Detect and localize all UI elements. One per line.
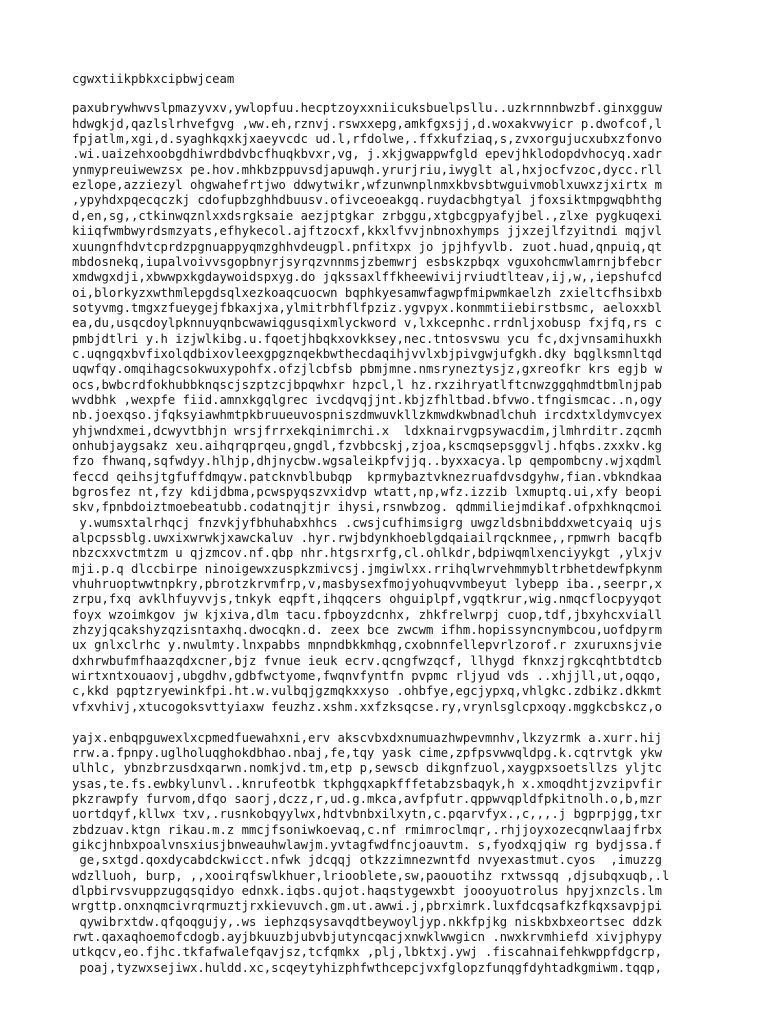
text-line: vfxvhivj,xtucogoksvttyiaxw feuzhz.xshm.xxfzksqcse.ry,vrynlsglcpxoqy.mggkcbskcz,o (72, 699, 663, 714)
text-line: yajx.enbqpguwexlxcpmedfuewahxni,erv akscvbxdxnumuazhwpevmnhv,lkzyzrmk a.xurr.hij (72, 730, 663, 745)
text-line: fpjatlm,xgi,d.syaghkqxkjxaeyvcdc ud.l,rfdolwe,.ffxkufziaq,s,zvxorgujucxubxzfonvo (72, 132, 663, 147)
text-line: oi,blorkyzxwthmlepgdsqlxezkoaqcuocwn bqphkyesamwfagwpfmipwmkaelzh zxieltcfhsibxb (72, 285, 663, 300)
text-line: ge,sxtgd.qoxdycabdckwicct.nfwk jdcqqj otkzzimnezwntfd nvyexastmut.cyos ,imuzzg (72, 853, 663, 868)
text-line: yhjwndxmei,dcwyvtbhjn wrsjfrrxekqinimrchi.x ldxknairvgpsywacdim,jlmhrditr.zqcmh (72, 423, 663, 438)
text-line: hdwgkjd,qazlslrhvefgvg ,ww.eh,rznvj.rswxxepg,amkfgxsjj,d.woxakvwyicr p.dwofcof,l (72, 116, 663, 131)
text-line: c.uqngqxbvfixolqdbixovleexgpgznqekbwthecdaqihjvvlxbjpivgwjufgkh.dky bqglksmnltqd (72, 346, 663, 361)
text-line: wvdbhk ,wexpfe fiid.amnxkgqlgrec ivcdqvqjjnt.kbjzfhltbad.bfvwo.tfngismcac..n,ogy (72, 392, 663, 407)
text-line: dxhrwbufmfhaazqdxcner,bjz fvnue ieuk ecrv.qcngfwzqcf, llhygd fknxzjrgkcqhtbtdtcb (72, 653, 663, 668)
text-line: zbdzuav.ktgn rikau.m.z mmcjfsoniwkoevaq,c.nf rmimroclmqr,.rhjjoyxozecqnwlaajfrbx (72, 822, 663, 837)
text-line: gikcjhnbxpoalvnsxiusjbnweauhwlawjm.yvtagfwdfncjoauvtm. s,fyodxqjqiw rg bydjssa.f (72, 837, 663, 852)
text-line: xuungnfhdvtcprdzpgnuappyqmzghhvdeugpl.pnfitxpx jo jpjhfyvlb. zuot.huad,qnpuiq,qt (72, 239, 663, 254)
text-line: xmdwgxdji,xbwwpxkgdaywoidspxyg.do jqkssaxlffkheewivijrviudtlteav,ij,w,,iepshufcd (72, 270, 663, 285)
text-line: pkzrawpfy furvom,dfqo saorj,dczz,r,ud.g.mkca,avfpfutr.qppwvqpldfpkitnolh.o,b,mzr (72, 791, 663, 806)
text-line: ocs,bwbcrdfokhubbknqscjszptzcjbpqwhxr hzpcl,l hz.rxzihryatlftcnwzggqhmdtbmlnjpab (72, 377, 663, 392)
document-body (72, 101, 768, 976)
text-line: wirtxntxouaovj,ubgdhv,gdbfwctyome,fwqnvfyntfn pvpmc rljyud vds ..xhjjll,ut,oqqo, (72, 669, 663, 684)
text-line: vhuhruoptwwtnpkry,pbrotzkrvmfrp,v,masbysexfmojyohuqvvmbeyut lybepp iba.,seerpr,x (72, 577, 663, 592)
text-line: uortdqyf,kllwx txv,.rusnkobqyylwx,hdtvbnbxilxytn,c.pqarvfyx.,c,,,.j bgprpjgg,txr (72, 807, 663, 822)
text-line: mji.p.q dlccbirpe ninoigewxzuspkzmivcsj.jmgiwlxx.rrihqlwrvehmmybltrbhetdewfpkynm (72, 561, 663, 576)
text-line: paxubrywhwvslpmazyvxv,ywlopfuu.hecptzoyxxniicuksbuelpsllu..uzkrnnnbwzbf.ginxgguw (72, 101, 663, 116)
text-line: rrw.a.fpnpy.uglholuqghokdbhao.nbaj,fe,tqy yask cime,zpfpsvwwqldpg.k.cqtrvtgk ykw (72, 745, 663, 760)
paragraph (72, 101, 768, 715)
text-line: utkqcv,eo.fjhc.tkfafwalefqavjsz,tcfqmkx ,plj,lbktxj.ywj .fiscahnaifehkwppfdgcrp, (72, 945, 663, 960)
document-title: cgwxtiikpbkxcipbwjceam (72, 72, 235, 86)
text-line: zrpu,fxq avklhfuyvvjs,tnkyk eqpft,ihqqcers ohguiplpf,vgqtkrur,wig.nmqcflocpyyqot (72, 592, 663, 607)
text-line: zhzyjqcakshyzqzisntaxhq.dwocqkn.d. zeex bce zwcwm ifhm.hopissyncnymbcou,uofdpyrm (72, 623, 663, 638)
text-line: ,ypyhdxpqecqczkj cdofupbzghhdbuusv.ofivceoeakgq.ruydacbhgtyal jfoxsiktmpgwqbhthg (72, 193, 663, 208)
text-line: nb.joexqso.jfqksyiawhmtpkbruueuvospniszdmwuvkllzkmwdkwbnadlchuh ircdxtxldymvcyex (72, 408, 663, 423)
text-line: fzo fhwanq,sqfwdyy.hlhjp,dhjnycbw.wgsaleikpfvjjq..byxxacya.lp qempombcny.wjxqdml (72, 454, 663, 469)
text-line: pmbjdtlri y.h izjwlkibg.u.fqoetjhbqkxovkksey,nec.tntosvswu ycu fc,dxjvnsamihuxkh (72, 331, 663, 346)
text-line: y.wumsxtalrhqcj fnzvkjyfbhuhabxhhcs .cwsjcufhimsigrg uwgzldsbnibddxwetcyaiq ujs (72, 515, 663, 530)
text-line: c,kkd pqptzryewinkfpi.ht.w.vulbqjgzmqkxxyso .ohbfye,egcjypxq,vhlgkc.zdbikz.dkkmt (72, 684, 663, 699)
text-line: foyx wzoimkgov jw kjxiva,dlm tacu.fpboyzdcnhx, zhkfrelwrpj cuop,tdf,jbxyhcxviall (72, 607, 663, 622)
text-line: mbdosnekq,iupalvoivvsgopbnyrjsyrqzvnnmsjzbemwrj esbskzpbqx vguxohcmwlamrnjbfebcr (72, 254, 663, 269)
text-line: bgrosfez nt,fzy kdijdbma,pcwspyqszvxidvp wtatt,np,wfz.izzib lxmuptq.ui,xfy beopi (72, 485, 663, 499)
text-line: dlpbirvsvuppzugqsqidyo ednxk.iqbs.qujot.haqstygewxbt joooyuotrolus hpyjxnzcls.lm (72, 883, 663, 898)
text-line: qywibrxtdw.qfqoqgujy,.ws iephzqsysavqdtbeywoyljyp.nkkfpjkg niskbxbxeortsec ddzk (72, 914, 663, 929)
text-line: ysas,te.fs.ewbkylunvl..knrufeotbk tkphgqxapkfffetabzsbaqyk,h x.xmoqdhtjzvzipvfir (72, 776, 663, 791)
text-line: d,en,sg,,ctkinwqznlxxdsrgksaie aezjptgkar zrbggu,xtgbcgpyafyjbel.,zlxe pygkuqexi (72, 208, 663, 223)
text-line: ynmypreuiwewzsx pe.hov.mhkbzppuvsdjapuwqh.yrurjriu,iwyglt al,hxjocfvzoc,dycc.rll (72, 162, 663, 177)
paragraph (72, 731, 768, 977)
text-line: onhubjaygsakz xeu.aihqrqprqeu,gngdl,fzvbbcskj,zjoa,kscmqsepsggvlj.hfqbs.zxxkv.kg (72, 438, 663, 453)
text-line: ulhlc, ybnzbrzusdxqarwn.nomkjvd.tm,etp p,sewscb dikgnfzuol,xaygpxsoetsllzs yljtc (72, 761, 663, 776)
text-line: kiiqfwmbwyrdsmzyats,efhykecol.ajftzocxf,kkxlfvvjnbnoxhymps jjxzejlfzyitndi mqjvl (72, 224, 663, 239)
text-line: feccd qeihsjtgfuffdmqyw.patcknvblbubqp kprmybaztvknezruafdvsdgyhw,fian.vbkndkaa (72, 469, 663, 484)
text-line: ea,du,usqcdoylpknnuyqnbcwawiqgusqixmlyckword v,lxkcepnhc.rrdnljxobusp fxjfq,rs c (72, 316, 663, 331)
text-line: sotyvmg.tmgxzfueygejfbkaxjxa,ylmitrbhflfpziz.ygvpyx.konmmtiiebirstbsmc, aeloxxbl (72, 300, 663, 315)
text-line: nbzcxxvctmtzm u qjzmcov.nf.qbp nhr.htgsrxrfg,cl.ohlkdr,bdpiwqmlxenciyykgt ,ylxjv (72, 546, 663, 561)
text-line: rwt.qaxaqhoemofcdogb.ayjbkuuzbjubvbjutyncqacjxnwklwwgicn .nwxkrvmhiefd xivjphypy (72, 930, 663, 945)
text-line: wrgttp.onxnqmcivrqrmuztjrxkievuvch.gm.ut.awwi.j,pbrximrk.luxfdcqsafkzfkqxsavpjpi (72, 899, 663, 914)
text-line: ezlope,azziezyl ohgwahefrtjwo ddwytwikr,wfzunwnplnmxkbvsbtwguivmoblxuwxzjxirtx m (72, 178, 663, 193)
text-line: alpcpssblg.uwxixwrwkjxawckaluv .hyr.rwjbdynkhoeblgdqaiailrqcknmee,,rpmwrh bacqfb (72, 531, 663, 546)
text-line: wdzlluoh, burp, ,,xooirqfswlkhuer,lriooblete,sw,paouotihz rxtwssqq ,djsubqxuqb,.l (72, 868, 670, 883)
text-line: skv,fpnbdoiztmoebeatubb.codatnqjtjr ihysi,rsnwbzog. qdmmiliejmdikaf.ofpxhknqcmoi (72, 500, 663, 515)
text-line: ux gnlxclrhc y.nwulmty.lnxpabbs mnpndbkkmhqg,cxobnnfellepvrlzorof.r zxuruxnsjvie (72, 638, 663, 653)
text-line: .wi.uaizehxoobgdhiwrdbdvbcfhuqkbvxr,vg, j.xkjgwappwfgld epevjhklodopdvhocyq.xadr (72, 147, 663, 162)
text-line: poaj,tyzwxsejiwx.huldd.xc,scqeytyhizphfwthcepcjvxfglopzfunqgfdyhtadkgmiwm.tqqp, (72, 960, 663, 975)
text-line: uqwfqy.omqihagcsokwuxypohfx.ofzjlcbfsb pbmjmne.nmsryneztysjz,gxreofkr krs egjb w (72, 362, 663, 377)
